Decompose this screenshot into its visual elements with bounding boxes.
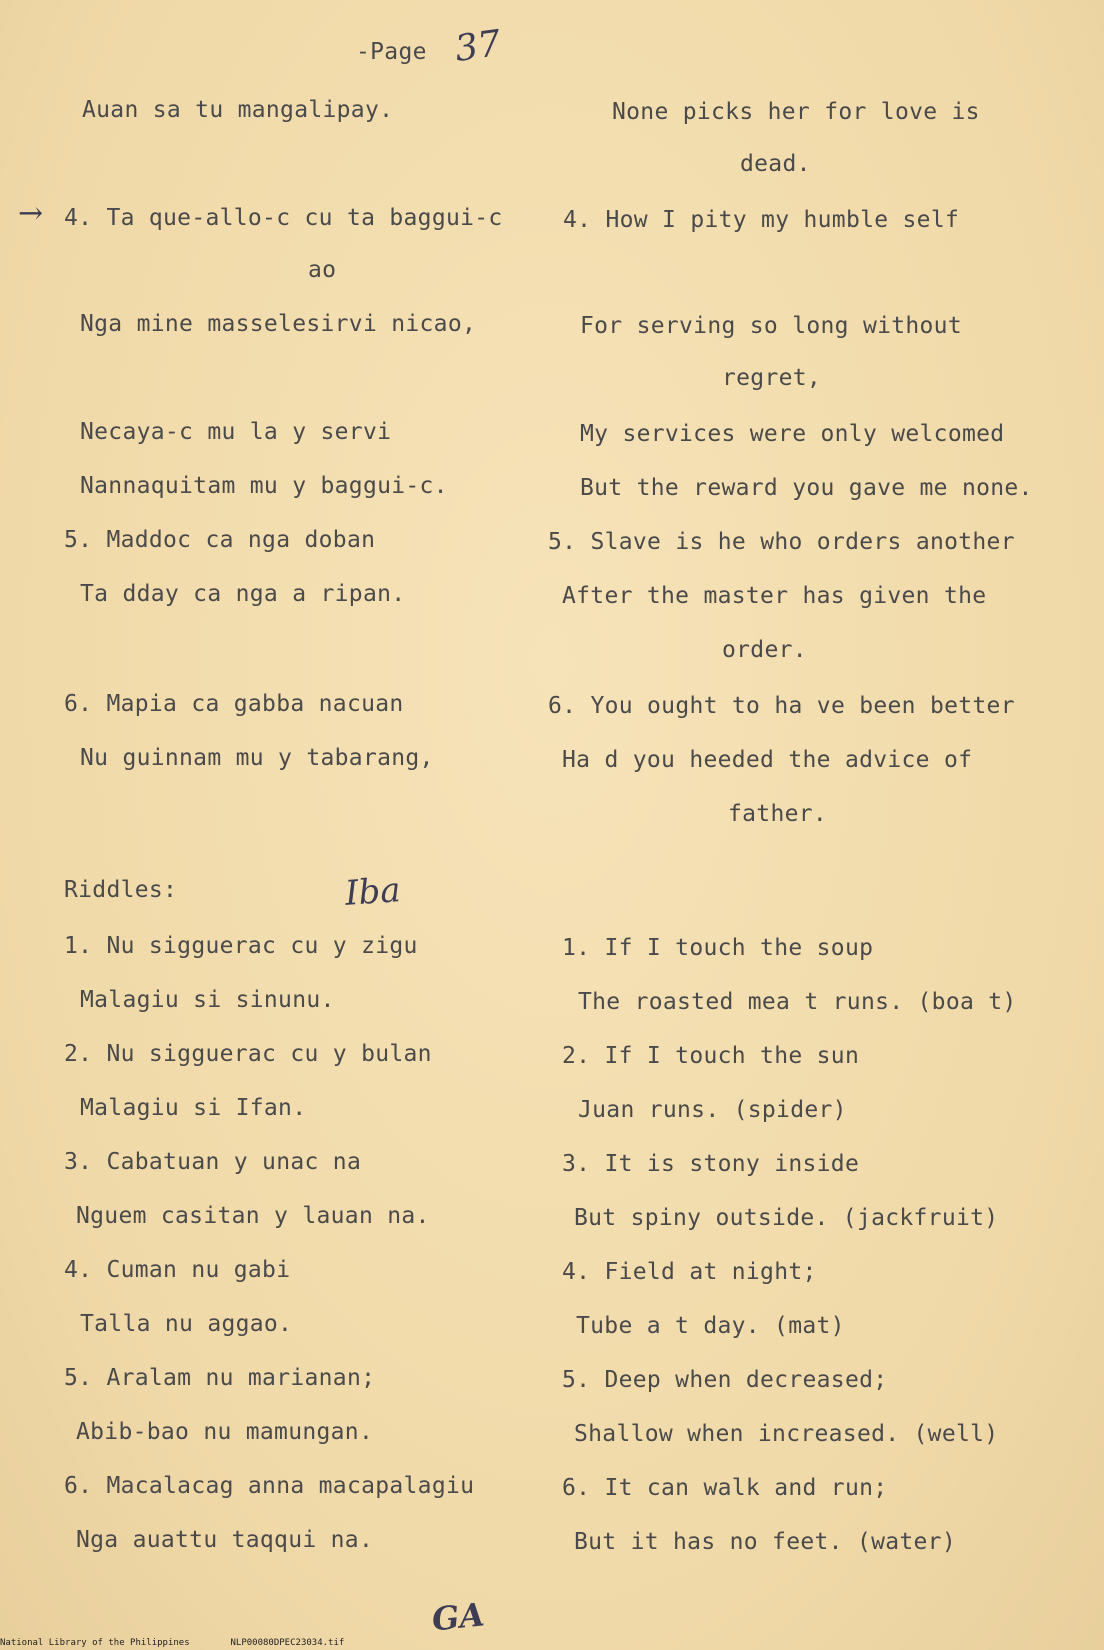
english-text-line: 6. You ought to ha ve been better <box>548 693 1015 719</box>
english-text-line: But it has no feet. (water) <box>574 1529 956 1555</box>
cagayan-text-line: Riddles: <box>64 877 178 903</box>
cagayan-text-line: 6. Macalacag anna macapalagiu <box>64 1473 475 1499</box>
ibanag-annotation: Iba <box>343 870 402 914</box>
cagayan-text-line: Nga mine masselesirvi nicao, <box>80 311 477 337</box>
cagayan-text-line: Abib-bao nu mamungan. <box>76 1419 374 1445</box>
cagayan-text-line: Nga auattu taqqui na. <box>76 1527 374 1553</box>
english-text-line: father. <box>728 801 828 827</box>
english-text-line: But spiny outside. (jackfruit) <box>574 1205 999 1231</box>
cagayan-text-line: Malagiu si Ifan. <box>80 1095 307 1121</box>
cagayan-text-line: Ta dday ca nga a ripan. <box>80 581 406 607</box>
english-text-line: dead. <box>740 151 811 177</box>
english-text-line: 4. Field at night; <box>562 1259 817 1285</box>
cagayan-text-line: Auan sa tu mangalipay. <box>82 97 394 123</box>
english-text-line: Shallow when increased. (well) <box>574 1421 999 1447</box>
cagayan-text-line: Nguem casitan y lauan na. <box>76 1203 430 1229</box>
english-text-line: 4. How I pity my humble self <box>563 207 960 233</box>
cagayan-text-line: ao <box>308 257 337 283</box>
english-text-line: After the master has given the <box>562 583 987 609</box>
english-text-line: order. <box>722 637 807 663</box>
cagayan-text-line: Nu guinnam mu y tabarang, <box>80 745 434 771</box>
footer <box>0 1638 344 1648</box>
cagayan-text-line: 6. Mapia ca gabba nacuan <box>64 691 404 717</box>
cagayan-text-line: 5. Aralam nu marianan; <box>64 1365 376 1391</box>
english-text-line: 5. Slave is he who orders another <box>548 529 1015 555</box>
english-text-line: The roasted mea t runs. (boa t) <box>578 989 1017 1015</box>
page-label: -Page <box>356 39 427 65</box>
english-text-line: regret, <box>722 365 822 391</box>
footer-file: NLP00080DPEC23034.tif <box>230 1638 345 1648</box>
english-text-line: My services were only welcomed <box>580 421 1005 447</box>
footer-library: National Library of the Philippines <box>0 1638 190 1648</box>
english-text-line: 1. If I touch the soup <box>562 935 874 961</box>
english-text-line: 5. Deep when decreased; <box>562 1367 888 1393</box>
page-header <box>356 38 427 66</box>
cagayan-text-line: Malagiu si sinunu. <box>80 987 335 1013</box>
english-text-line: 6. It can walk and run; <box>562 1475 888 1501</box>
cagayan-text-line: Necaya-c mu la y servi <box>80 419 392 445</box>
english-text-line: For serving so long without <box>580 313 962 339</box>
english-text-line: 3. It is stony inside <box>562 1151 860 1177</box>
english-text-line: But the reward you gave me none. <box>580 475 1033 501</box>
cagayan-text-line: Nannaquitam mu y baggui-c. <box>80 473 448 499</box>
cagayan-text-line: 4. Cuman nu gabi <box>64 1257 291 1283</box>
cagayan-text-line: 4. Ta que-allo-c cu ta baggui-c <box>64 205 503 231</box>
cagayan-text-line: 2. Nu sigguerac cu y bulan <box>64 1041 432 1067</box>
english-text-line: None picks her for love is <box>612 99 980 125</box>
cagayan-text-line: 1. Nu sigguerac cu y zigu <box>64 933 418 959</box>
english-text-line: 2. If I touch the sun <box>562 1043 860 1069</box>
english-text-line: Tube a t day. (mat) <box>576 1313 845 1339</box>
initials-mark: GA <box>430 1595 486 1639</box>
english-text-line: Ha d you heeded the advice of <box>562 747 973 773</box>
cagayan-text-line: Talla nu aggao. <box>80 1311 293 1337</box>
page-number-handwritten: 37 <box>452 23 504 70</box>
cagayan-text-line: 3. Cabatuan y unac na <box>64 1149 362 1175</box>
margin-arrow: → <box>18 196 44 231</box>
english-text-line: Juan runs. (spider) <box>578 1097 847 1123</box>
cagayan-text-line: 5. Maddoc ca nga doban <box>64 527 376 553</box>
